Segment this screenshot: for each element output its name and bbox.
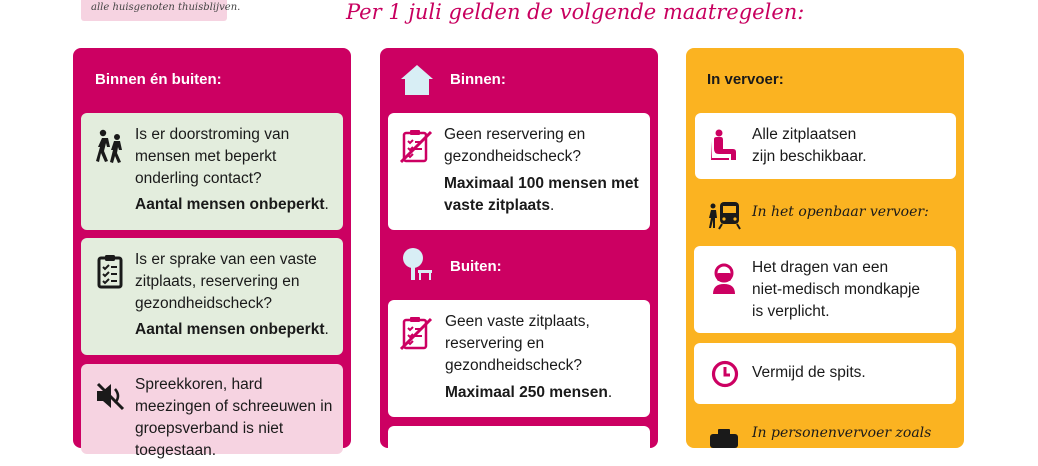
info-card-inside — [388, 113, 650, 230]
card-text: Geen vaste zitplaats, reservering en gezondheidscheck? Maximaal 250 mensen. — [445, 313, 613, 401]
clipboard-checklist-icon — [97, 254, 123, 288]
face-mask-icon — [711, 263, 737, 295]
card-text: Spreekkoren, hard meezingen of schreeuwen in groepsverband is niet toegestaan. — [135, 376, 333, 459]
info-card-outside — [388, 300, 650, 417]
seated-person-icon — [711, 129, 739, 161]
info-card-partial — [388, 426, 650, 466]
top-note: alle huisgenoten thuisblijven. — [81, 0, 227, 21]
card-text: Alle zitplaatsen zijn beschikbaar. — [752, 126, 867, 165]
clock-icon — [711, 360, 739, 388]
house-icon — [400, 64, 434, 96]
info-card-seats — [695, 113, 956, 179]
card-bold-text: Maximaal 100 mensen met vaste zitplaats — [444, 175, 639, 214]
subheading-public-transport: In het openbaar vervoer: — [752, 204, 929, 220]
column-inside-and-outside — [73, 48, 351, 459]
info-card-fixed-seat — [81, 238, 343, 355]
card-text: Het dragen van een niet-medisch mondkapje is verplicht. — [752, 259, 921, 320]
info-card-flow — [81, 113, 343, 230]
crossed-checklist-icon — [400, 316, 432, 350]
section-title-outside: Buiten: — [450, 258, 502, 275]
public-transport-icon — [708, 200, 740, 230]
taxi-icon — [708, 428, 740, 448]
info-card-no-singing — [81, 364, 343, 459]
tree-bench-icon — [400, 246, 434, 282]
walking-people-icon — [95, 129, 125, 163]
card-bold-text: Maximaal 250 mensen — [445, 384, 608, 401]
card-bold-text: Aantal mensen onbeperkt — [135, 321, 325, 338]
section-title-inside: Binnen: — [450, 71, 506, 88]
card-text: Is er doorstroming van mensen met beperkt onderling contact? Aantal mensen onbeperkt. — [135, 126, 329, 213]
info-card-mask — [694, 246, 956, 333]
card-text: Is er sprake van een vaste zitplaats, reservering en gezondheidscheck? Aantal mensen onbeperkt. — [135, 251, 329, 338]
muted-speaker-icon — [95, 382, 125, 410]
page-headline: Per 1 juli gelden de volgende maatregelen: — [346, 0, 805, 24]
crossed-checklist-icon — [400, 129, 432, 163]
card-bold-text: Aantal mensen onbeperkt — [135, 196, 325, 213]
column-inside-outside — [380, 48, 658, 448]
card-text: Vermijd de spits. — [752, 364, 866, 381]
subheading-private-transport: In personenvervoer zoals — [752, 425, 932, 441]
card-text: Geen reservering en gezondheidscheck? Maximaal 100 mensen met vaste zitplaats. — [444, 126, 639, 214]
column-title: In vervoer: — [707, 71, 784, 88]
info-card-rush-hour — [694, 343, 956, 404]
column-title: Binnen én buiten: — [95, 71, 222, 88]
column-transport — [686, 48, 964, 448]
